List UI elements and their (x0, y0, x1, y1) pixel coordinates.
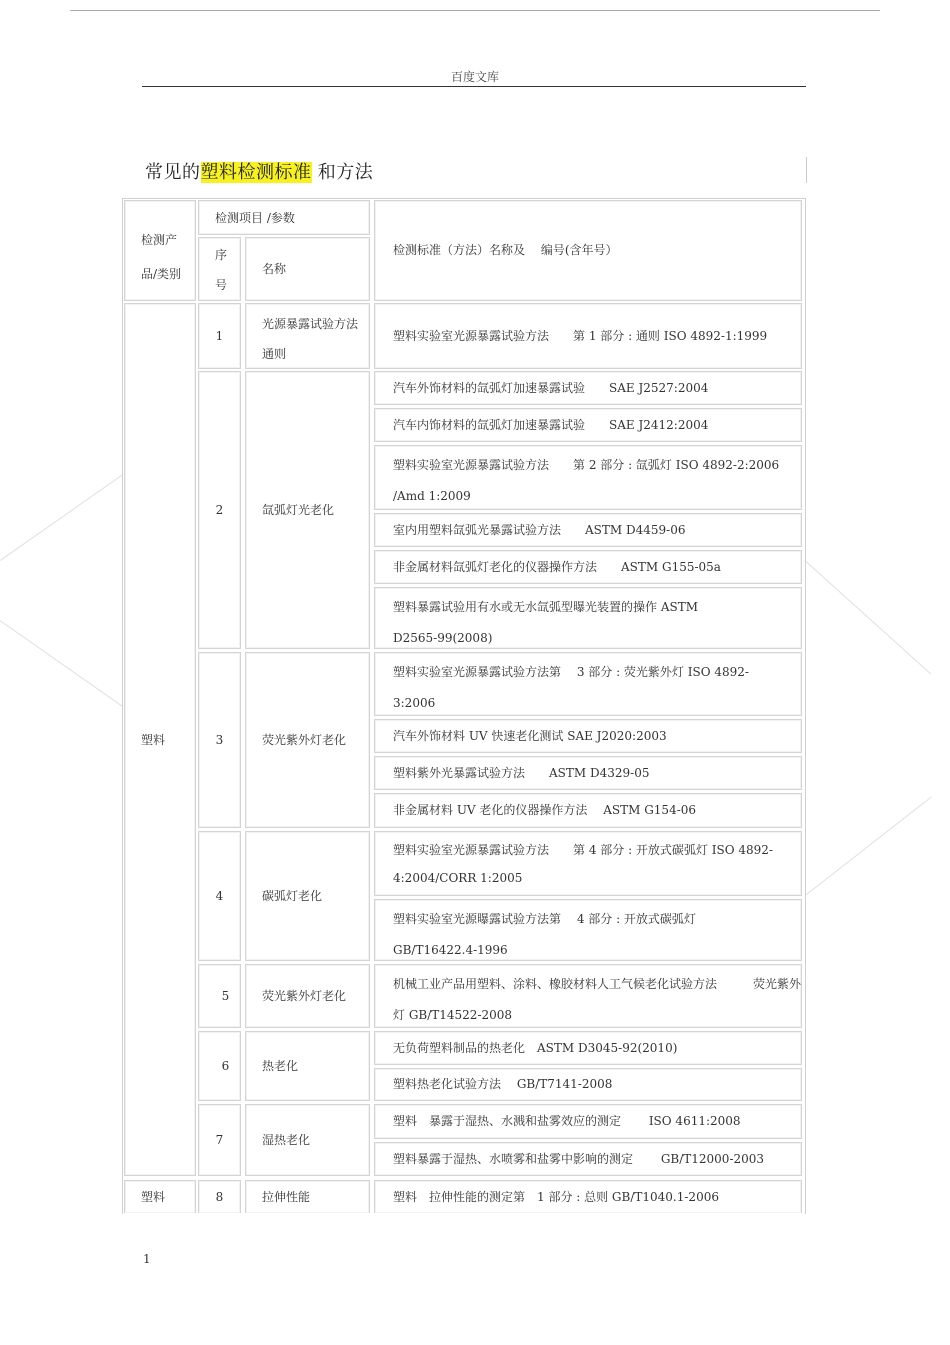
category-label: 塑料 (141, 732, 166, 747)
standard-text: 塑料热老化试验方法 GB/T7141-2008 (393, 1077, 613, 1091)
head-standard (374, 200, 802, 301)
standard-cell (374, 793, 802, 828)
standard-cell (374, 303, 802, 369)
standard-cell (374, 408, 802, 442)
standard-text: 塑料暴露试验用有水或无水氙弧型曝光装置的操作 ASTM D2565-99(2008) (393, 600, 698, 645)
title-prefix: 常见的 (145, 162, 201, 183)
standard-text: 塑料实验室光源暴露试验方法 第 4 部分 : 开放式碳弧灯 ISO 4892-4:2004/CORR 1:2005 (393, 843, 773, 885)
seq-cell (198, 964, 241, 1028)
name-cell (245, 303, 370, 369)
test-name: 光源暴露试验方法 通则 (262, 317, 359, 361)
name-cell (245, 1180, 370, 1213)
standard-cell (374, 964, 802, 1028)
standard-text: 机械工业产品用塑料、涂料、橡胶材料人工气候老化试验方法 荧光紫外灯 GB/T14522-2008 (393, 977, 802, 1022)
seq-cell (198, 652, 241, 828)
head-standard-label: 检测标准（方法）名称及 编号(含年号） (393, 243, 618, 257)
head-name-label: 名称 (262, 262, 287, 276)
standard-cell (374, 1142, 802, 1176)
seq-number: 8 (215, 1190, 224, 1204)
head-item-params-label: 检测项目 /参数 (215, 210, 295, 225)
standard-text: 非金属材料 UV 老化的仪器操作方法 ASTM G154-06 (393, 803, 697, 817)
standard-text: 塑料实验室光源暴露试验方法 第 1 部分 : 通则 ISO 4892-1:1999 (393, 328, 768, 343)
seq-cell (198, 371, 241, 649)
standard-text: 非金属材料氙弧灯老化的仪器操作方法 ASTM G155-05a (393, 559, 721, 574)
standard-cell (374, 756, 802, 790)
test-name: 热老化 (262, 1059, 299, 1073)
page-number: 1 (143, 1252, 151, 1266)
standard-text: 汽车外饰材料的氙弧灯加速暴露试验 SAE J2527:2004 (393, 380, 709, 395)
test-name: 碳弧灯老化 (262, 889, 323, 903)
standard-cell (374, 445, 802, 510)
head-seq (198, 237, 241, 301)
name-cell (245, 1031, 370, 1101)
seq-number: 5 (221, 989, 230, 1003)
seq-cell (198, 1104, 241, 1176)
standard-cell (374, 1104, 802, 1139)
test-name: 荧光紫外灯老化 (262, 733, 347, 747)
seq-number: 2 (215, 503, 224, 517)
standard-text: 塑料 拉伸性能的测定第 1 部分 : 总则 GB/T1040.1-2006 (393, 1189, 719, 1204)
standard-text: 塑料暴露于湿热、水喷雾和盐雾中影响的测定 GB/T12000-2003 (393, 1151, 765, 1166)
head-name (245, 237, 370, 301)
seq-number: 6 (221, 1059, 230, 1073)
standard-cell (374, 587, 802, 649)
standard-cell (374, 719, 802, 753)
title-suffix: 和方法 (311, 162, 374, 183)
seq-cell (198, 303, 241, 369)
standard-text: 塑料 暴露于湿热、水溅和盐雾效应的测定 ISO 4611:2008 (393, 1114, 741, 1128)
seq-number: 4 (215, 889, 224, 903)
standard-cell (374, 652, 802, 716)
head-category (124, 200, 196, 301)
standard-cell (374, 371, 802, 405)
standard-cell (374, 899, 802, 961)
test-name: 荧光紫外灯老化 (262, 989, 347, 1003)
standard-cell (374, 550, 802, 584)
test-name: 拉伸性能 (262, 1190, 311, 1204)
seq-cell (198, 1180, 241, 1213)
standard-text: 塑料实验室光源暴露试验方法 第 2 部分 : 氙弧灯 ISO 4892-2:2006 /Amd 1:2009 (393, 458, 780, 503)
standard-text: 无负荷塑料制品的热老化 ASTM D3045-92(2010) (393, 1040, 678, 1055)
name-cell (245, 371, 370, 649)
head-category-label: 检测产品/类别 (141, 233, 182, 281)
seq-number: 7 (215, 1133, 224, 1147)
standard-text: 室内用塑料氙弧光暴露试验方法 ASTM D4459-06 (393, 522, 686, 537)
seq-cell (198, 1031, 241, 1101)
standard-cell (374, 831, 802, 896)
test-name: 湿热老化 (262, 1133, 311, 1147)
standard-text: 塑料实验室光源曝露试验方法第 4 部分 : 开放式碳弧灯 GB/T16422.4-1996 (393, 912, 696, 957)
standard-cell (374, 1180, 802, 1213)
standard-cell (374, 1068, 802, 1101)
standard-text: 塑料紫外光暴露试验方法 ASTM D4329-05 (393, 765, 650, 780)
seq-number: 3 (215, 733, 224, 747)
standard-cell (374, 513, 802, 547)
name-cell (245, 831, 370, 961)
standard-text: 汽车外饰材料 UV 快速老化测试 SAE J2020:2003 (393, 728, 667, 743)
category-cell (124, 1180, 196, 1213)
test-name: 氙弧灯光老化 (262, 503, 335, 517)
head-item-params (198, 200, 370, 235)
name-cell (245, 652, 370, 828)
seq-number: 1 (215, 329, 224, 343)
standard-cell (374, 1031, 802, 1065)
name-cell (245, 964, 370, 1028)
title-highlight: 塑料检测标准 (200, 162, 312, 183)
head-seq-label: 序号 (215, 248, 228, 292)
page-header: 百度文库 (450, 70, 499, 84)
category-cell (124, 303, 196, 1176)
category-label: 塑料 (141, 1190, 166, 1204)
standard-text: 汽车内饰材料的氙弧灯加速暴露试验 SAE J2412:2004 (393, 417, 709, 432)
seq-cell (198, 831, 241, 961)
standard-text: 塑料实验室光源暴露试验方法第 3 部分 : 荧光紫外灯 ISO 4892-3:2006 (393, 665, 749, 710)
name-cell (245, 1104, 370, 1176)
